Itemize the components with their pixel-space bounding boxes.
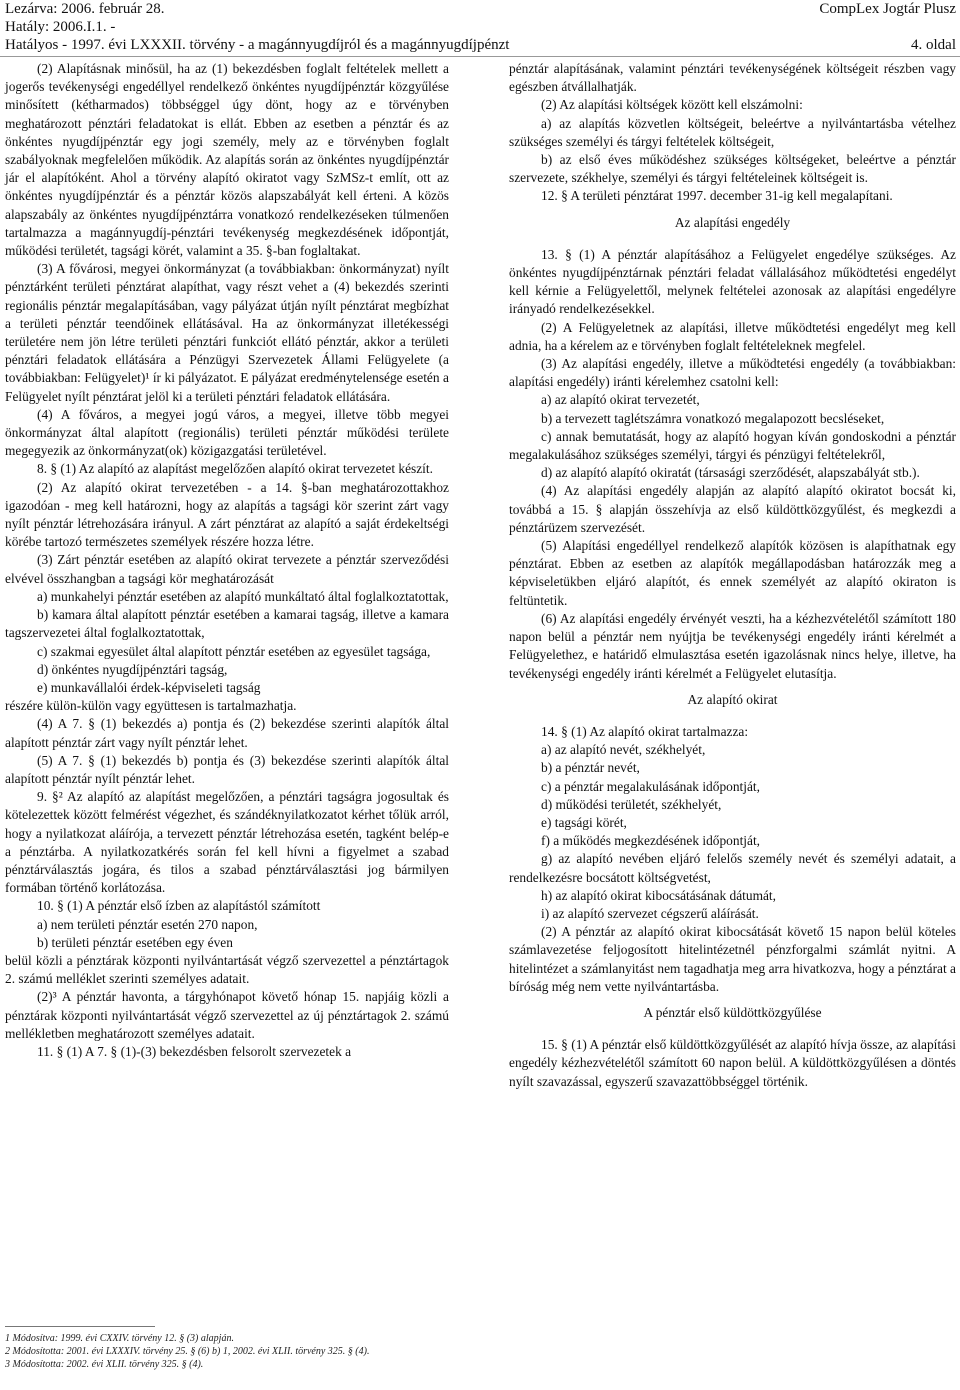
list-item: f) a működés megkezdésének időpontját,: [541, 833, 761, 849]
footnote: 3 Módosította: 2002. évi XLII. törvény 325. § (4).: [5, 1359, 204, 1370]
paragraph: (4) Az alapítási engedély alapján az alapító alapító okiratot bocsát ki, továbbá a 15. § alapján összehívja az első küldöttközgyűlést, és megkezdi a pénztárüzem szervezését.: [509, 483, 956, 535]
list-item: d) az alapító alapító okiratát (társasági szerződését, alapszabályát stb.).: [541, 465, 920, 481]
footnote: 2 Módosította: 2001. évi LXXXIV. törvény 25. § (6) b) 1, 2002. évi XLII. törvény 325. § (4).: [5, 1346, 370, 1357]
footnotes: [5, 1326, 905, 1371]
list-item: c) a pénztár megalakulásának időpontját,: [541, 778, 760, 794]
paragraph: 11. § (1) A 7. § (1)-(3) bekezdésben felsorolt szervezetek a: [37, 1043, 352, 1059]
left-column: [5, 60, 449, 1061]
paragraph: (2)³ A pénztár havonta, a tárgyhónapot követő hónap 15. napjáig közli a pénztárak központi nyilvántartását végző szervezettel az új pénztártagok 2. számú mellékletben meghatározott személyes adatait.: [5, 989, 449, 1041]
paragraph: (3) Zárt pénztár esetében az alapító okirat tervezete a pénztár szerveződési elvével összhangban a tagsági kör meghatározását: [5, 552, 449, 586]
section-heading: Az alapító okirat: [687, 691, 778, 707]
section-heading: A pénztár első küldöttközgyűlése: [643, 1004, 822, 1020]
list-item: g) az alapító nevében eljáró felelős személy nevét és személyi adatait, a rendelkezésre bocsátott költségvetést,: [509, 851, 956, 885]
paragraph: (5) Alapítási engedéllyel rendelkező alapítók közösen is alapíthatnak egy pénztárat. Ebben az esetben az alapítók megállapodásban határozzák meg a képviseletükben eljáró alapítót, és ennek személyét az alapító okiraton is feltüntetik.: [509, 538, 956, 608]
list-item: b) az első éves működéshez szükséges költségeket, beleértve a pénztár szervezete, székhelye, személyi és tárgyi feltételeinek költségeit is.: [509, 152, 956, 186]
document-title: Hatályos - 1997. évi LXXXII. törvény - a magánnyugdíjról és a magánnyugdíjpénzt: [5, 37, 510, 53]
paragraph: (2) Az alapítási költségek között kell elszámolni:: [541, 97, 803, 113]
list-item: a) munkahelyi pénztár esetében az alapító munkáltató által foglalkoztatottak,: [37, 588, 449, 604]
footnote: 1 Módosítva: 1999. évi CXXIV. törvény 12. § (3) alapján.: [5, 1333, 234, 1344]
validity-date: Hatály: 2006.I.1. -: [5, 19, 116, 35]
list-item: i) az alapító szervezet cégszerű aláírását.: [541, 905, 759, 921]
paragraph: 14. § (1) Az alapító okirat tartalmazza:: [541, 723, 749, 739]
paragraph: (3) A fővárosi, megyei önkormányzat (a továbbiakban: önkormányzat) nyílt pénztárként területi pénztárat alapíthat, vagy részt vehet a (4) bekezdés szerinti regionális pénztár megalapításában, vagy pályázat útján nyílt pénztárat megbízhat a területi pénztár teendőinek ellátásával. Ha az önkormányzat illetékességi területére nem jön létre területi pénztári funkciót ellátó pénztár, akkor a területi pénztári feladatok ellátására a Pénzügyi Szervezetek Állami Felügyelete (a továbbiakban: Felügyelet)¹ ír ki pályázatot. E pályázat eredménytelensége esetén a Felügyelet nyílt pénztárat jelöl ki a területi pénztári feladatok ellátására.: [5, 261, 449, 404]
paragraph: (2) Alapításnak minősül, ha az (1) bekezdésben foglalt feltételek mellett a jogerős tevékenységi engedéllyel rendelkező önkéntes nyugdíjpénztár közgyűlése minősített (kétharmados) többséggel úgy dönt, hogy az e törvényben meghatározott pénztári feladatokat is ellát. Ebben az esetben a pénztár és az önkéntes nyugdíjpénztár egy jogi személy, mely az e törvényben foglalt szabályoknak megfelelően működik. Az alapítás során az önkéntes nyugdíjpénztár jár el alapítóként. Ahol a törvény alapító okiratot vagy SzMSz-t említ, ott az önkéntes nyugdíjpénztár és a pénztár közös alapszabályát kell érteni. A közös alapszabály az önkéntes nyugdíjpénztárra vonatkozó rendelkezéseken túlmenően tartalmazza a magánnyugdíj-pénztári tevékenység megkezdésének időpontját, működési területét, tagsági körét, valamint a 35. §-ban foglaltakat.: [5, 61, 449, 259]
paragraph: (2) Az alapító okirat tervezetében - a 14. §-ban meghatározottakhoz igazodóan - meg kell határozni, hogy az alapítás a tagsági kör szerint zárt vagy nyílt pénztár létrehozására irányul. A zárt pénztárat az alapító a saját érdekeltségi körébe tartozó természetes személyek részére hozza létre.: [5, 479, 449, 550]
list-item: h) az alapító okirat kibocsátásának dátumát,: [541, 887, 776, 903]
paragraph: (6) Az alapítási engedély érvényét veszti, ha a kézhezvételétől számított 180 napon belül a pénztár nem nyújtja be tevékenységi engedély iránti kérelmét a Felügyelethez, e határidő elmulasztása esetén igazolásnak nincs helye, illetve, ha tevékenységi engedély iránti kérelmét a Felügyelet elutasítja.: [509, 610, 956, 681]
list-item: b) területi pénztár esetében egy éven: [37, 934, 233, 950]
list-item: b) a pénztár nevét,: [541, 760, 640, 776]
brand-name: CompLex Jogtár Plusz: [819, 1, 956, 17]
paragraph: 15. § (1) A pénztár első küldöttközgyűlését az alapító hívja össze, az alapítási engedély kézhezvételétől számított 60 napon belül. A küldöttközgyűlésen a döntés nyílt szavazással, egyszerű szavazattöbbséggel történik.: [509, 1037, 956, 1089]
header-divider: [0, 56, 960, 57]
list-item: b) kamara által alapított pénztár esetében a kamarai tagság, illetve a kamara tagszervezetei által foglalkoztatottak,: [5, 607, 449, 641]
list-item: a) az alapító okirat tervezetét,: [541, 392, 700, 408]
closing-date: Lezárva: 2006. február 28.: [5, 1, 165, 17]
paragraph: (2) A Felügyeletnek az alapítási, illetve működtetési engedélyt meg kell adnia, ha a kérelem az e törvényben foglalt feltételeknek megfelel.: [509, 319, 956, 353]
list-item: c) annak bemutatását, hogy az alapító hogyan kíván gondoskodni a pénztár megalakulásához szükséges személyi, tárgyi és pénzügyi feltételekről,: [509, 428, 956, 463]
list-item: e) munkavállalói érdek-képviseleti tagság: [37, 679, 261, 695]
paragraph: 9. §² Az alapító az alapítást megelőzően, a pénztári tagságra jogosultak és kötelezettek között felmérést végezhet, és szándéknyilatkozatot kérhet tőlük arról, hogy a nyilatkozat aláírója, a tervezett pénztár létrehozása esetén, tagként belép-e a pénztárba. A nyilatkozatkérés során fel kell hívni a figyelmet a szabad pénztárválasztás jogára, és tilos a szabad pénztárválasztási jog bármilyen formában történő korlátozása.: [5, 789, 449, 896]
list-item: c) szakmai egyesület által alapított pénztár esetében az egyesület tagsága,: [37, 643, 431, 659]
footnote-divider: [5, 1326, 155, 1327]
paragraph: 8. § (1) Az alapító az alapítást megelőzően alapító okirat tervezetet készít.: [37, 461, 433, 477]
list-item: a) az alapító nevét, székhelyét,: [541, 742, 706, 758]
list-item: b) a tervezett taglétszámra vonatkozó megalapozott becsléseket,: [541, 410, 885, 426]
list-item: d) működési területét, székhelyét,: [541, 796, 722, 812]
section-heading: Az alapítási engedély: [674, 214, 791, 230]
paragraph: (4) A 7. § (1) bekezdés a) pontja és (2) bekezdése szerinti alapítók által alapított pénztár zárt vagy nyílt pénztár lehet.: [5, 716, 449, 750]
paragraph: 13. § (1) A pénztár alapításához a Felügyelet engedélye szükséges. Az önkéntes nyugdíjpénztárnak pénztári feladat vállalásához működtetési engedélyt kell kérnie a Felügyelettől, melynek feltételei azonosak az alapítási engedélyre irányadó rendelkezésekkel.: [509, 246, 956, 317]
paragraph: 12. § A területi pénztárat 1997. december 31-ig kell megalapítani.: [541, 188, 893, 204]
paragraph: (2) A pénztár az alapító okirat kibocsátását követő 15 napon belül köteles számlavezetése feljogosított hitelintézetnél pénzforgalmi számlát nyitni. A hitelintézet a számlanyitást nem tagadhatja meg arra hivatkozva, hogy a pénztárat a bíróság még nem vette nyilvántartásba.: [509, 924, 956, 994]
paragraph: (4) A főváros, a megyei jogú város, a megyei, illetve több megyei önkormányzat által alapított (regionális) területi pénztár működési területe megegyezik az önkormányzat(ok) közigazgatási területével.: [5, 406, 449, 459]
paragraph: (5) A 7. § (1) bekezdés b) pontja és (3) bekezdése szerinti alapítók által alapított pénztár nyílt pénztár lehet.: [5, 752, 449, 786]
list-item: e) tagsági körét,: [541, 814, 627, 830]
paragraph: részére külön-külön vagy együttesen is tartalmazhatja.: [5, 698, 297, 714]
paragraph: (3) Az alapítási engedély, illetve a működtetési engedély (a továbbiakban: alapítási engedély) iránti kérelemhez csatolni kell:: [509, 356, 956, 390]
page-number: 4. oldal: [911, 37, 956, 53]
list-item: a) az alapítás közvetlen költségeit, beleértve a nyilvántartásba vételhez szükséges személyi és tárgyi feltételek költségeit,: [509, 115, 956, 149]
list-item: a) nem területi pénztár esetén 270 napon,: [37, 916, 258, 932]
paragraph: 10. § (1) A pénztár első ízben az alapítástól számított: [37, 898, 321, 914]
right-column: [509, 60, 956, 1091]
paragraph: belül közli a pénztárak központi nyilvántartását végző szervezettel a pénztártagok 2. számú melléklet szerinti személyes adatait.: [5, 952, 449, 987]
list-item: d) önkéntes nyugdíjpénztári tagság,: [37, 661, 228, 677]
paragraph: pénztár alapításának, valamint pénztári tevékenységének költségeit részben vagy egészben átvállalhatják.: [509, 61, 956, 95]
